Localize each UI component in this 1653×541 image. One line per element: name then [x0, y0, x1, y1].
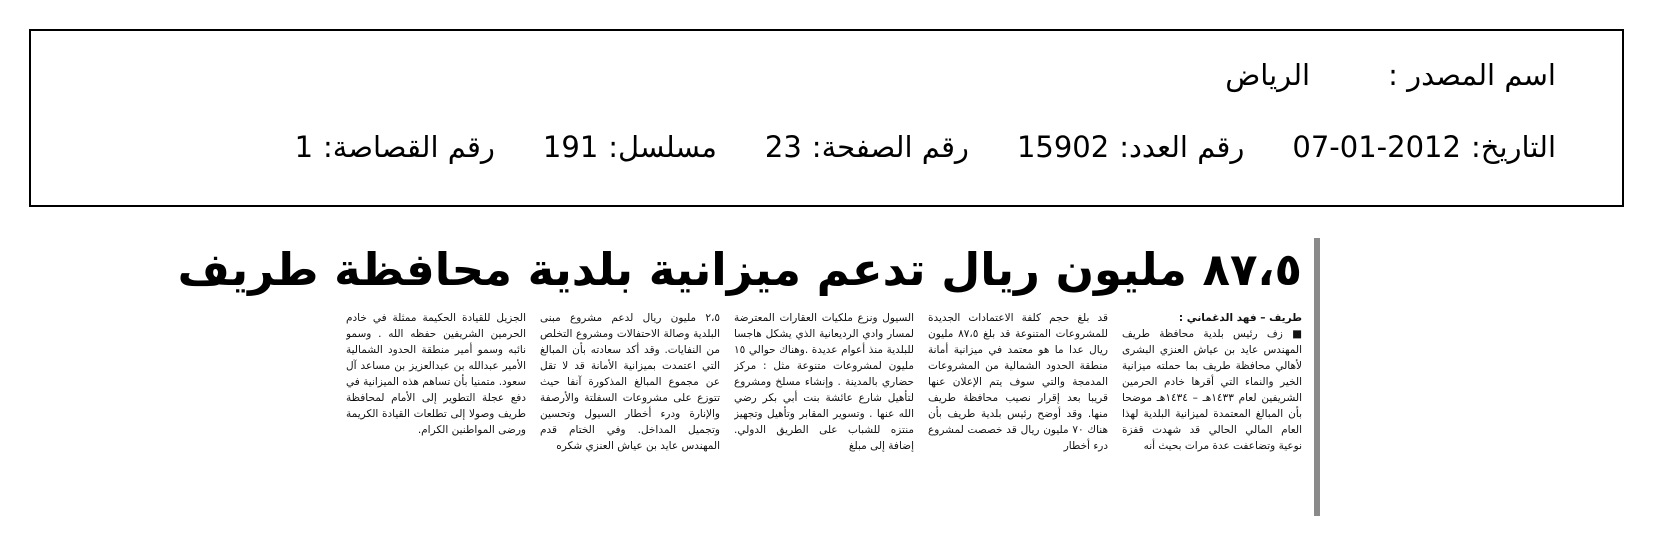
issue-number-label: رقم العدد:: [1119, 130, 1245, 164]
date-label: التاريخ:: [1470, 130, 1556, 164]
clipping-edge-bar: [1314, 238, 1320, 516]
clipping-number-value: 1: [294, 130, 314, 164]
serial-field: [543, 129, 717, 165]
serial-label: مسلسل:: [608, 130, 717, 164]
article-column-text: الجزيل للقيادة الحكيمة ممثلة في خادم الحرمين الشريفين حفظه الله . وسمو نائبه وسمو أمير منطقة الحدود الشمالية الأمير عبدالله بن عبدالعزيز بن مساعد آل سعود. متمنيا بأن تساهم هذه الميزانية في دفع عجلة التطوير إلى الأمام لمحافظة طريف وصولا إلى تطلعات القيادة الكريمة ورضى المواطنين الكرام.: [346, 312, 526, 436]
source-field: [1225, 57, 1556, 93]
source-value: الرياض: [1225, 58, 1311, 92]
date-field: [1292, 129, 1556, 165]
source-row: [1225, 57, 1556, 93]
article-column-2: [928, 310, 1108, 512]
issue-number-field: [1017, 129, 1244, 165]
article-headline: ٨٧،٥ مليون ريال تدعم ميزانية بلدية محافظة طريف: [177, 243, 1302, 296]
page-number-label: رقم الصفحة:: [811, 130, 969, 164]
newspaper-clipping: [177, 238, 1320, 516]
article-column-4: [540, 310, 720, 512]
source-label: اسم المصدر :: [1388, 58, 1556, 92]
clipping-info-box: [29, 29, 1624, 207]
page-number-value: 23: [764, 130, 802, 164]
article-column-text: ■ زف رئيس بلدية محافظة طريف المهندس عايد بن عياش العنزي البشرى لأهالي محافظة طريف بما حملته ميزانية الخير والنماء التي أقرها خادم الحرمين الشريفين لعام ١٤٣٣هـ – ١٤٣٤هـ موضحا بأن المبالغ المعتمدة لميزانية البلدية لهذا العام المالي الحالي قد شهدت قفزة نوعية وتضاعفت عدة مرات بحيث أنه: [1122, 328, 1302, 452]
issue-number-value: 15902: [1016, 130, 1110, 164]
article-byline: طريف – فهد الدغماني :: [1178, 312, 1302, 324]
article-column-text: السيول ونزع ملكيات العقارات المعترضة لمسار وادي الرديعانية الذي يشكل هاجسا للبلدية منذ أعوام عديدة .وهناك حوالي ١٥ مليون لمشروعات متنوعة مثل : مركز حضاري بالمدينة . وإنشاء مسلخ ومشروع لتأهيل شارع عائشة بنت أبي بكر رضي الله عنها . وتسوير المقابر وتأهيل وتجهيز منتزه للشباب على الطريق الدولي. إضافة إلى مبلغ: [734, 312, 914, 452]
article-column-5: [346, 310, 526, 512]
article-column-text: قد بلغ حجم كلفة الاعتمادات الجديدة للمشروعات المتنوعة قد بلغ ٨٧،٥ مليون ريال عدا ما هو معتمد في ميزانية أمانة منطقة الحدود الشمالية من المشروعات المدمجة والتي سوف يتم الإعلان عنها قريبا بعد إقرار نصيب محافظة طريف منها. وقد أوضح رئيس بلدية طريف بأن هناك ٧٠ مليون ريال قد خصصت لمشروع درء أخطار: [928, 312, 1108, 452]
article-columns: [342, 310, 1302, 512]
article-column-3: [734, 310, 914, 512]
page-number-field: [765, 129, 969, 165]
metadata-row: [295, 129, 1556, 165]
article-column-1: [1122, 310, 1302, 512]
date-value: 2012-01-07: [1292, 130, 1461, 164]
clipping-number-label: رقم القصاصة:: [323, 130, 495, 164]
serial-value: 191: [542, 130, 599, 164]
article-column-text: ٢،٥ مليون ريال لدعم مشروع مبنى البلدية وصالة الاحتفالات ومشروع التخلص من النفايات. وقد أكد سعادته بأن المبالغ التي اعتمدت بميزانية الأمانة قد لا تقل عن مجموع المبالغ المذكورة آنفا حيث تتوزع على مشروعات السفلتة والأرصفة والإنارة ودرء أخطار السيول وتحسين وتجميل المداخل. وفي الختام قدم المهندس عايد بن عياش العنزي شكره: [540, 312, 720, 452]
clipping-number-field: [295, 129, 495, 165]
